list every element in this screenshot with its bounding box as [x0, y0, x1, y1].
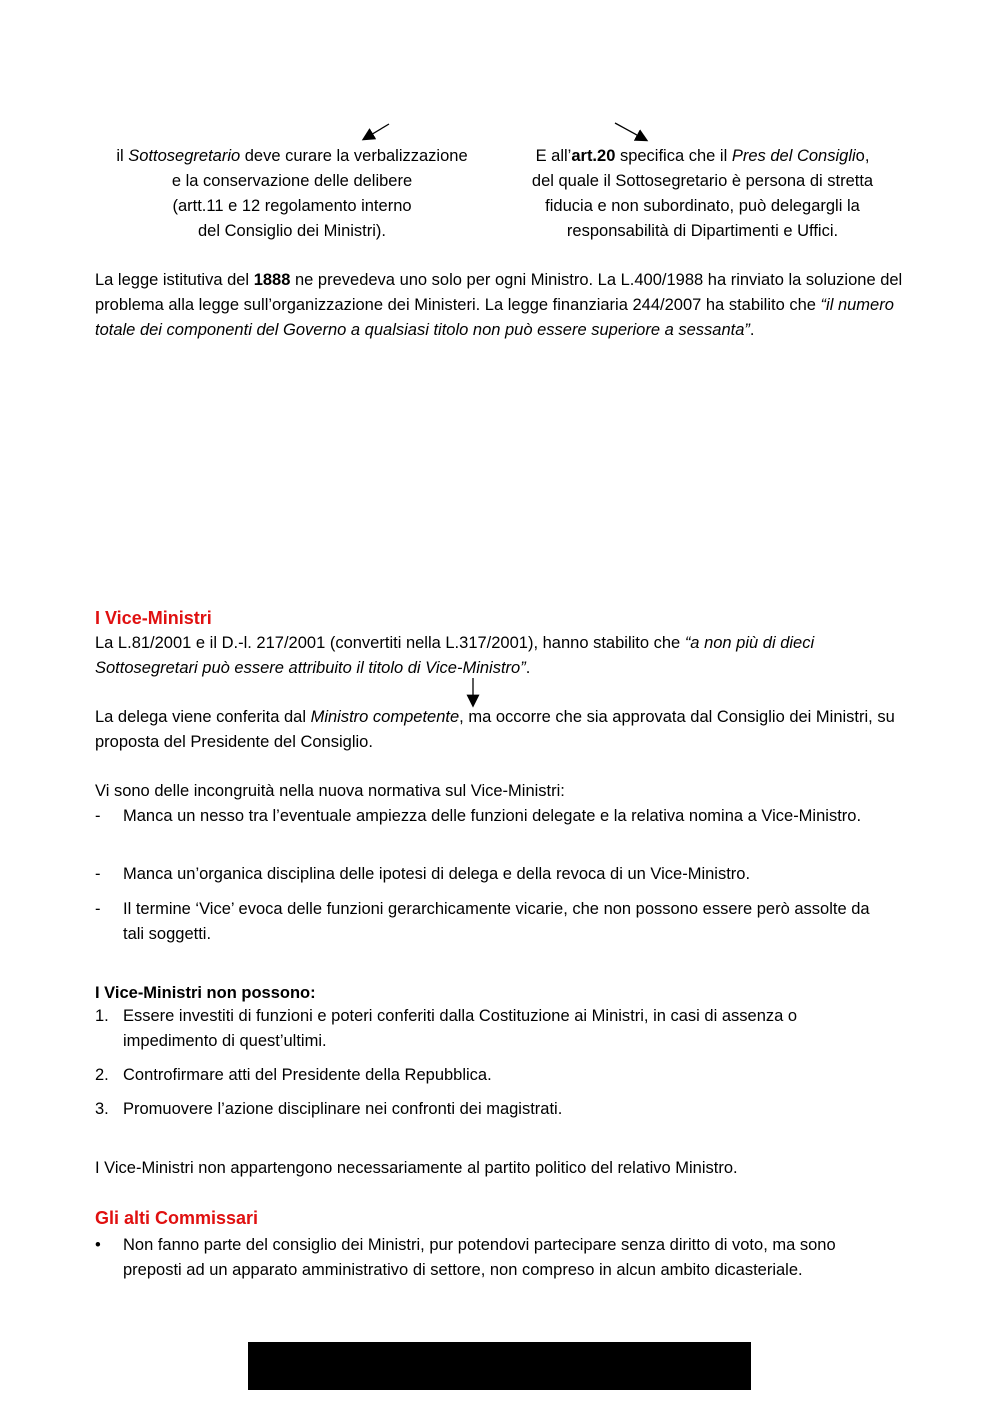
legge-paragraph: La legge istitutiva del 1888 ne prevedeva uno solo per ogni Ministro. La L.400/1988 ha rinviato la soluzione del problema alla legge sull’organizzazione dei Ministeri. La legge finanziaria 244/2007 ha stabilito che “il numero totale dei componenti del Governo a qualsiasi titolo non può essere superiore a sessanta”. [95, 271, 903, 339]
bullet-list-item [95, 1233, 895, 1283]
left-line-3: (artt.11 e 12 regolamento interno [172, 197, 412, 215]
list-item-text: Manca un nesso tra l’eventuale ampiezza delle funzioni delegate e la relativa nomina a Vice-Ministro. [123, 807, 862, 825]
numbered-list-item [95, 1004, 895, 1054]
dash-marker: - [95, 900, 101, 918]
numbered-list-item [95, 1063, 895, 1088]
left-line-4: del Consiglio dei Ministri). [198, 222, 386, 240]
vice-paragraph-1: La L.81/2001 e il D.-l. 217/2001 (convertiti nella L.317/2001), hanno stabilito che “a non più di dieci Sottosegretari può essere attribuito il titolo di Vice-Ministro”. [95, 634, 815, 677]
number-marker: 3. [95, 1100, 109, 1118]
vice-closing-paragraph: I Vice-Ministri non appartengono necessariamente al partito politico del relativo Ministro. [95, 1159, 738, 1177]
vice-ministri-heading: I Vice-Ministri [95, 608, 212, 628]
list-item-text: Il termine ‘Vice’ evoca delle funzioni gerarchicamente vicarie, che non possono essere però assolte da tali soggetti. [123, 900, 870, 943]
vice-paragraph-2: La delega viene conferita dal Ministro competente, ma occorre che sia approvata dal Consiglio dei Ministri, su proposta del Presidente del Consiglio. [95, 708, 895, 751]
right-line-2: del quale il Sottosegretario è persona di stretta [531, 172, 874, 190]
list-item-text: Controfirmare atti del Presidente della Repubblica. [123, 1066, 492, 1084]
list-item-text: Non fanno parte del consiglio dei Ministri, pur potendovi partecipare senza diritto di voto, ma sono preposti ad un apparato amministrativo di settore, non compreso in alcun ambito dicasteriale. [123, 1236, 836, 1279]
commissari-heading: Gli alti Commissari [95, 1208, 259, 1228]
right-line-3: fiducia e non subordinato, può delegargli la [545, 197, 860, 215]
number-marker: 2. [95, 1066, 109, 1084]
right-line-1: E all’art.20 specifica che il Pres del Consiglio, [535, 147, 870, 165]
right-line-4: responsabilità di Dipartimenti e Uffici. [566, 222, 839, 240]
dash-list-item [95, 897, 895, 947]
bullet-marker: • [95, 1236, 101, 1254]
list-item-text: Essere investiti di funzioni e poteri conferiti dalla Costituzione ai Ministri, in casi di assenza o impedimento di quest’ultimi. [123, 1007, 798, 1050]
dash-list-item [95, 862, 895, 887]
vice-paragraph-3: Vi sono delle incongruità nella nuova normativa sul Vice-Ministri: [95, 782, 565, 800]
left-line-2: e la conservazione delle delibere [171, 172, 413, 190]
left-line-1: il Sottosegretario deve curare la verbalizzazione [116, 147, 468, 165]
dash-marker: - [95, 865, 101, 883]
list-item-text: Manca un’organica disciplina delle ipotesi di delega e della revoca di un Vice-Ministro. [123, 865, 751, 883]
list-item-text: Promuovere l’azione disciplinare nei confronti dei magistrati. [123, 1100, 563, 1118]
left-column-note [88, 144, 496, 244]
right-column-note [500, 144, 905, 244]
redaction-bar [248, 1342, 751, 1390]
non-possono-heading: I Vice-Ministri non possono: [95, 984, 316, 1002]
numbered-list-item [95, 1097, 895, 1122]
dash-list-item [95, 804, 895, 829]
number-marker: 1. [95, 1007, 109, 1025]
dash-marker: - [95, 807, 101, 825]
